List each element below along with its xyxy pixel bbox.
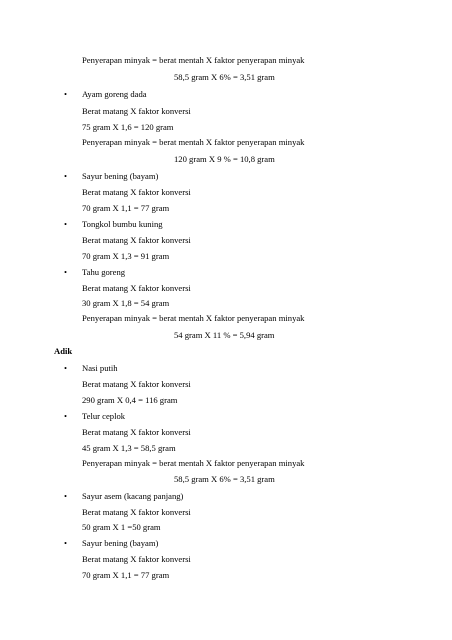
list-item-ayam-goreng-dada	[64, 89, 147, 100]
calculation: 45 gram X 1,3 = 58,5 gram	[82, 443, 176, 453]
list-item-telur-ceplok	[64, 411, 126, 422]
item-label: Sayur asem (kacang panjang)	[82, 491, 184, 501]
bullet: •	[64, 538, 68, 548]
calculation: 50 gram X 1 =50 gram	[82, 522, 161, 532]
bullet: •	[64, 363, 68, 373]
bullet: •	[64, 89, 68, 99]
calculation-result: 120 gram X 9 % = 10,8 gram	[174, 154, 275, 164]
bullet: •	[64, 267, 68, 277]
bullet: •	[64, 411, 68, 421]
list-item-sayur-bening	[64, 171, 159, 182]
conversion-formula: Berat matang X faktor konversi	[82, 427, 191, 437]
item-label: Ayam goreng dada	[82, 89, 147, 99]
bullet: •	[64, 171, 68, 181]
calculation: 30 gram X 1,8 = 54 gram	[82, 298, 170, 308]
calculation: 75 gram X 1,6 = 120 gram	[82, 122, 174, 132]
oil-absorption-formula: Penyerapan minyak = berat mentah X faktor penyerapan minyak	[82, 137, 305, 147]
section-heading-adik: Adik	[54, 346, 73, 356]
conversion-formula: Berat matang X faktor konversi	[82, 106, 191, 116]
oil-absorption-formula: Penyerapan minyak = berat mentah X faktor penyerapan minyak	[82, 458, 305, 468]
list-item-tongkol-bumbu-kuning	[64, 219, 163, 230]
list-item-sayur-asem	[64, 491, 184, 502]
oil-absorption-formula: Penyerapan minyak = berat mentah X faktor penyerapan minyak	[82, 313, 305, 323]
list-item-tahu-goreng	[64, 267, 126, 278]
item-label: Sayur bening (bayam)	[82, 538, 159, 548]
conversion-formula: Berat matang X faktor konversi	[82, 283, 191, 293]
list-item-nasi-putih	[64, 363, 118, 374]
conversion-formula: Berat matang X faktor konversi	[82, 235, 191, 245]
conversion-formula: Berat matang X faktor konversi	[82, 554, 191, 564]
item-label: Tahu goreng	[82, 267, 126, 277]
bullet: •	[64, 491, 68, 501]
item-label: Telur ceplok	[82, 411, 126, 421]
calculation-result: 58,5 gram X 6% = 3,51 gram	[174, 474, 275, 484]
list-item-sayur-bening-adik	[64, 538, 159, 549]
calculation: 70 gram X 1,1 = 77 gram	[82, 203, 170, 213]
conversion-formula: Berat matang X faktor konversi	[82, 507, 191, 517]
calculation-result: 58,5 gram X 6% = 3,51 gram	[174, 72, 275, 82]
item-label: Sayur bening (bayam)	[82, 171, 159, 181]
conversion-formula: Berat matang X faktor konversi	[82, 187, 191, 197]
oil-absorption-formula: Penyerapan minyak = berat mentah X faktor penyerapan minyak	[82, 55, 305, 65]
item-label: Tongkol bumbu kuning	[82, 219, 163, 229]
calculation: 290 gram X 0,4 = 116 gram	[82, 395, 178, 405]
bullet: •	[64, 219, 68, 229]
calculation: 70 gram X 1,1 = 77 gram	[82, 570, 170, 580]
calculation-result: 54 gram X 11 % = 5,94 gram	[174, 330, 275, 340]
item-label: Nasi putih	[82, 363, 118, 373]
calculation: 70 gram X 1,3 = 91 gram	[82, 251, 170, 261]
conversion-formula: Berat matang X faktor konversi	[82, 379, 191, 389]
